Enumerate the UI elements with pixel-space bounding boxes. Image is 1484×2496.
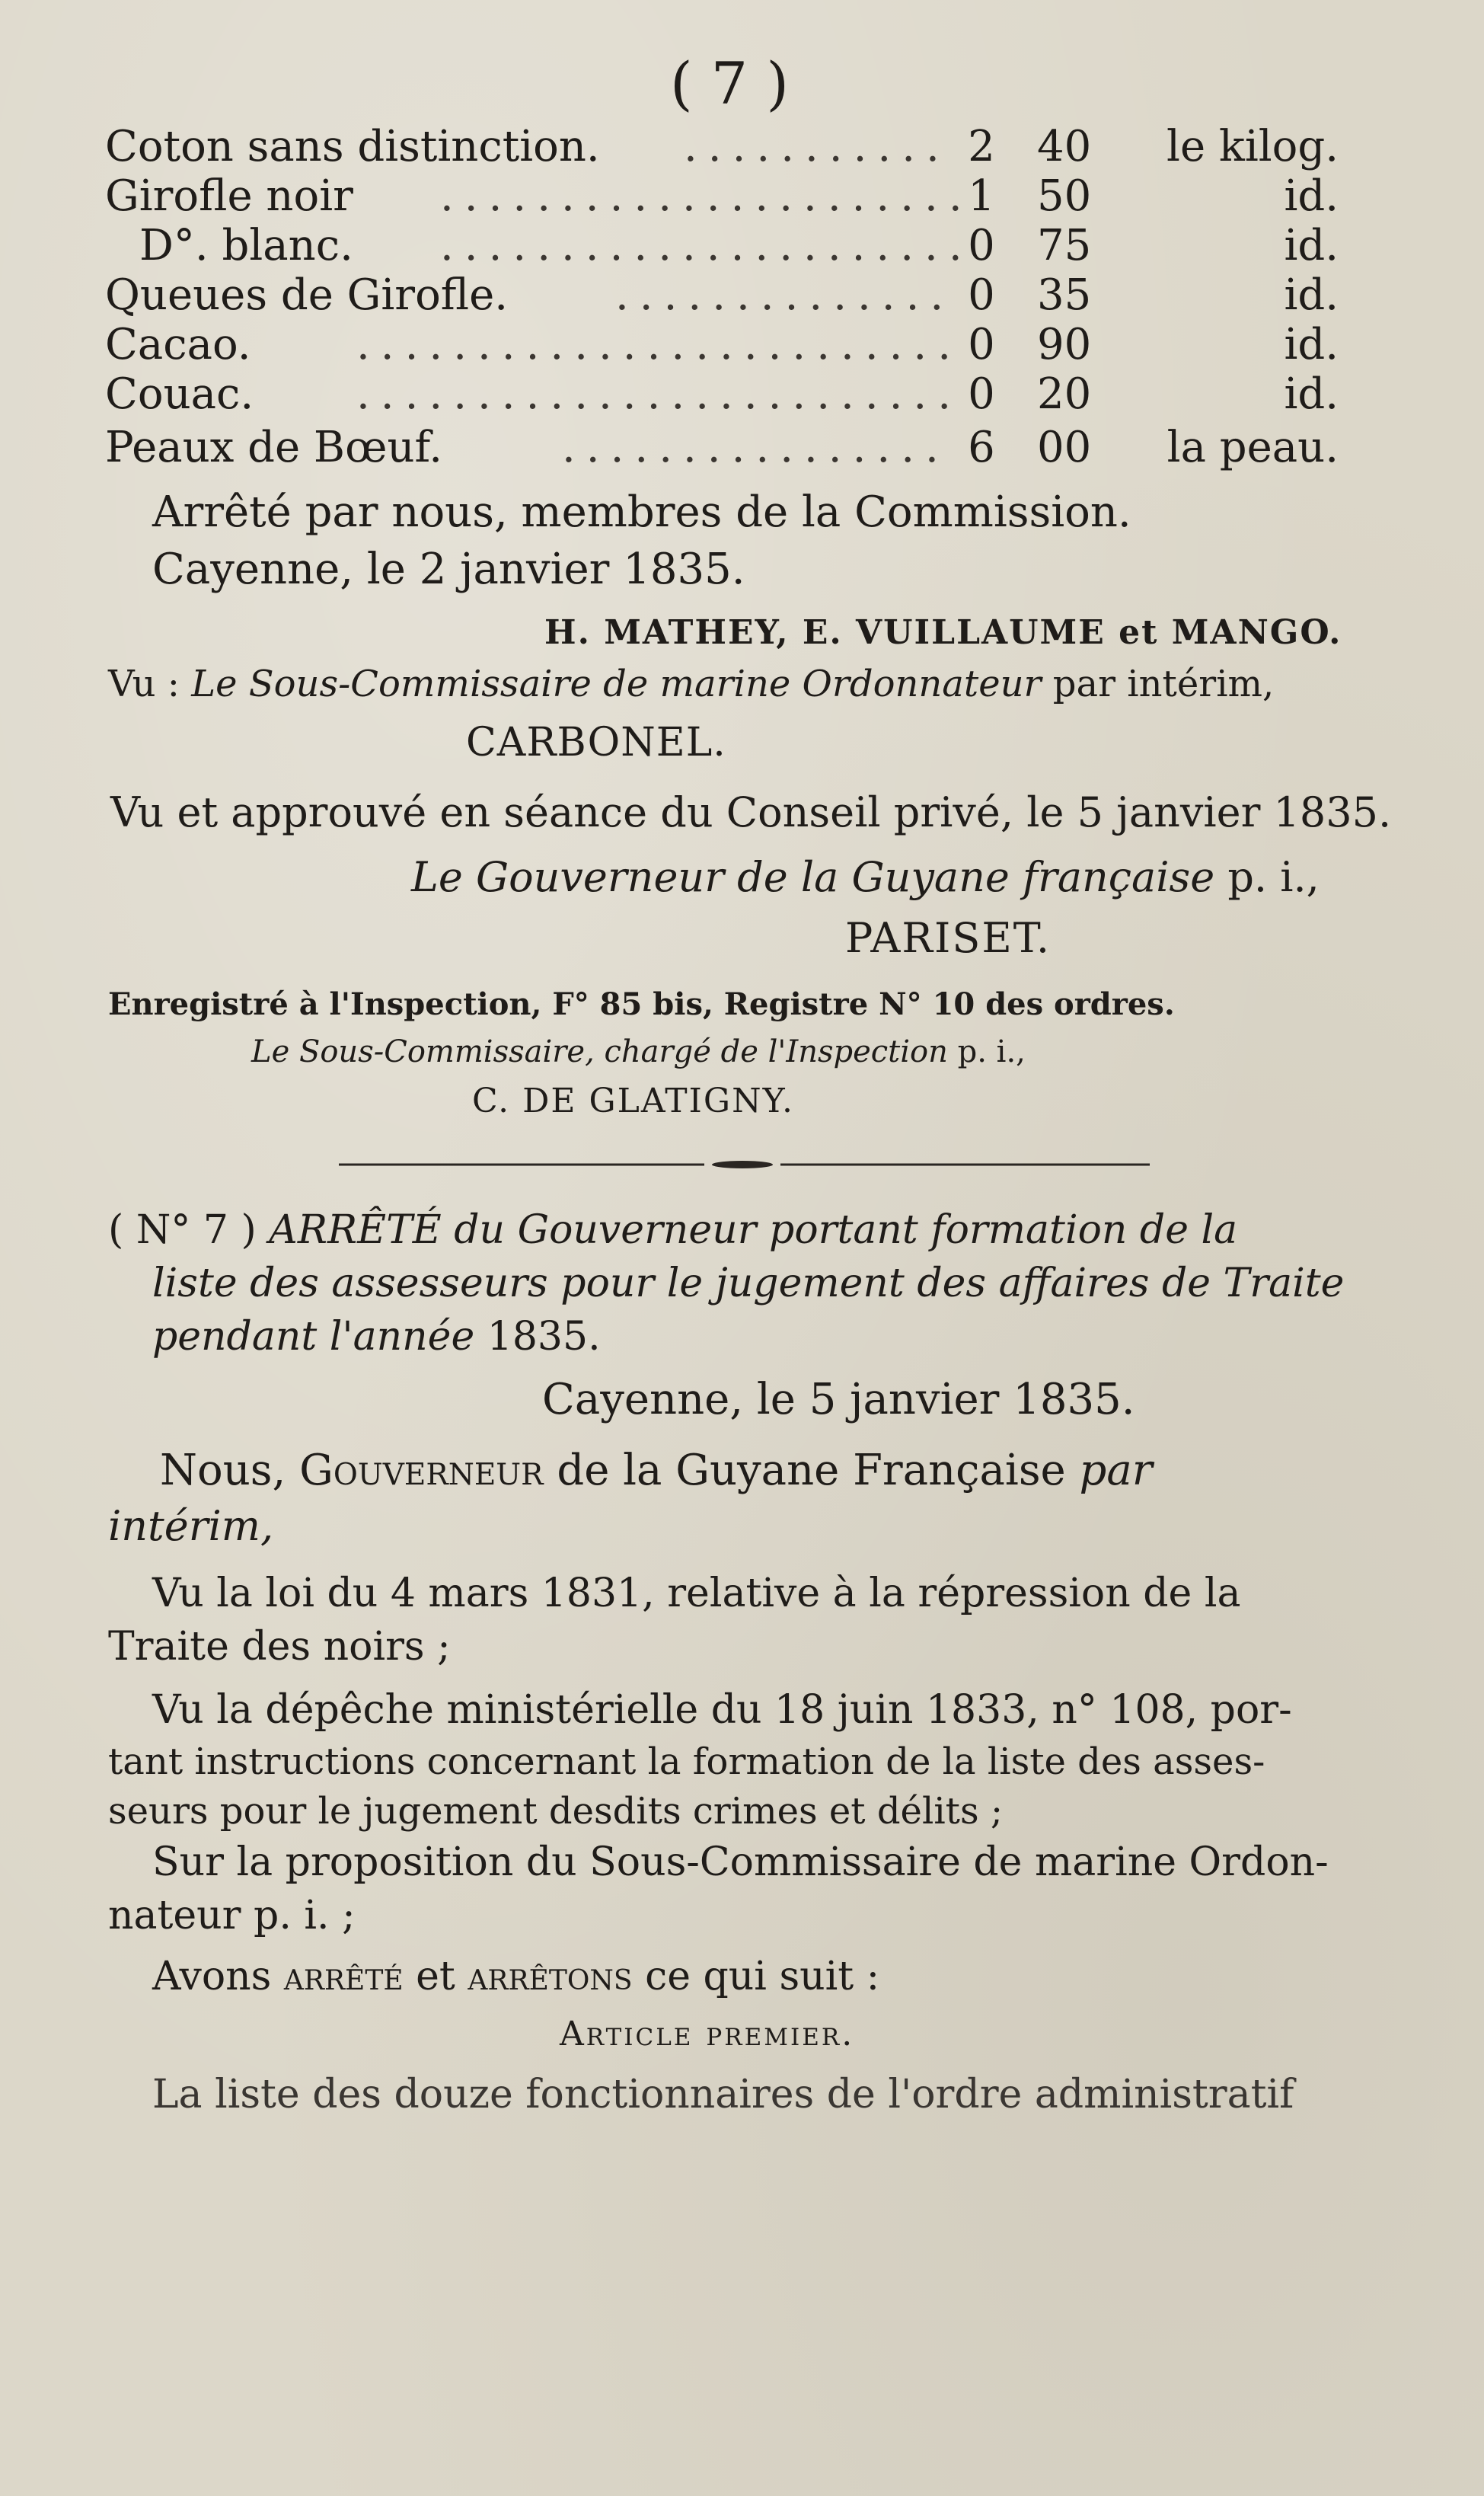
price-francs: 0 — [968, 270, 995, 320]
commission-members: H. MATHEY, E. VUILLAUME et MANGO. — [544, 613, 1342, 652]
article-heading: Article premier. — [560, 2015, 855, 2053]
approved-line: Vu et approuvé en séance du Conseil privé, le 5 janvier 1835. — [110, 788, 1392, 836]
arrete-commission: Arrêté par nous, membres de la Commission. — [152, 487, 1131, 537]
governor-suffix: p. i., — [1227, 853, 1320, 901]
governor-title: Le Gouverneur de la Guyane française — [411, 853, 1215, 901]
signature-carbonel: CARBONEL. — [466, 720, 726, 765]
decree-number: ( N° 7 ) — [108, 1207, 257, 1253]
price-row — [105, 270, 1339, 319]
et-word: et — [416, 1954, 455, 1999]
price-row — [105, 122, 1339, 171]
price-francs: 0 — [968, 221, 995, 270]
page-number: ( 7 ) — [670, 50, 789, 117]
decree-heading-1: ARRÊTÉ du Gouverneur portant formation de la — [269, 1207, 1238, 1253]
vu-title: Le Sous-Commissaire de marine Ordonnateur — [191, 663, 1042, 705]
inspector-title: Le Sous-Commissaire, chargé de l'Inspection — [251, 1034, 948, 1069]
vu-depeche-2: tant instructions concernant la formation de la liste des asses- — [108, 1740, 1265, 1783]
signature-glatigny: C. DE GLATIGNY. — [472, 1082, 794, 1120]
decree-heading-3a: pendant l'année — [152, 1314, 475, 1360]
price-centimes: 40 — [1037, 122, 1092, 171]
leader-dots: ......................... — [356, 369, 962, 419]
price-row — [105, 320, 1339, 369]
leader-dots: ......................... — [356, 320, 962, 369]
nous-line-1 — [160, 1446, 1153, 1495]
avons-rest: ce qui suit : — [645, 1954, 880, 1999]
price-centimes: 20 — [1037, 369, 1092, 419]
vu-suffix: par intérim, — [1052, 663, 1275, 705]
avons-line — [152, 1954, 879, 1999]
price-unit: id. — [1284, 221, 1339, 270]
nous-par: par — [1079, 1446, 1153, 1495]
price-centimes: 90 — [1037, 320, 1092, 369]
leader-dots: ...................... — [440, 171, 973, 221]
leader-dots: ...................... — [440, 221, 973, 270]
cayenne-date-1: Cayenne, le 2 janvier 1835. — [152, 545, 745, 594]
price-row — [105, 221, 1339, 270]
vu-depeche-3: seurs pour le jugement desdits crimes et délits ; — [108, 1790, 1004, 1833]
item-name: Coton sans distinction. — [105, 122, 600, 171]
last-line: La liste des douze fonctionnaires de l'ordre administratif — [152, 2072, 1294, 2117]
vu-depeche-1: Vu la dépêche ministérielle du 18 juin 1833, n° 108, por- — [152, 1687, 1292, 1733]
arrete-word: arrêté — [283, 1954, 404, 1999]
item-name: Cacao. — [105, 320, 251, 369]
decree-heading-line-1 — [108, 1207, 1237, 1253]
nous-word: Nous, — [160, 1446, 286, 1495]
item-name: Girofle noir — [105, 171, 353, 221]
vu-prefix: Vu : — [108, 663, 180, 705]
item-name: Peaux de Bœuf. — [105, 423, 443, 472]
vu-loi-2: Traite des noirs ; — [108, 1624, 451, 1670]
leader-dots: ................ — [562, 423, 949, 472]
nous-line-2: intérim, — [108, 1502, 274, 1550]
leader-dots: ........... — [684, 122, 950, 171]
price-row — [105, 369, 1339, 418]
price-unit: id. — [1284, 171, 1339, 221]
vu-line — [108, 663, 1274, 705]
proposition-1: Sur la proposition du Sous-Commissaire de marine Ordon- — [152, 1839, 1329, 1885]
gouverneur-word: Gouverneur — [299, 1446, 544, 1495]
price-centimes: 50 — [1037, 171, 1092, 221]
decree-heading-2: liste des assesseurs pour le jugement des affaires de Traite — [152, 1261, 1345, 1306]
item-name: Couac. — [105, 369, 254, 419]
price-unit: id. — [1284, 369, 1339, 419]
decree-heading-3b: 1835. — [487, 1314, 601, 1360]
price-row — [105, 423, 1339, 471]
avons-word: Avons — [152, 1954, 272, 1999]
price-unit: id. — [1284, 320, 1339, 369]
price-centimes: 00 — [1037, 423, 1092, 472]
arretons-word: arrêtons — [468, 1954, 633, 1999]
ornamental-separator — [339, 1159, 1150, 1170]
price-francs: 0 — [968, 320, 995, 369]
item-name: Queues de Girofle. — [105, 270, 509, 320]
price-francs: 6 — [968, 423, 995, 472]
nous-guyane: de la Guyane Française — [557, 1446, 1066, 1495]
cayenne-date-2: Cayenne, le 5 janvier 1835. — [542, 1375, 1135, 1424]
price-unit: le kilog. — [1166, 122, 1339, 171]
item-name: D°. blanc. — [139, 221, 353, 270]
price-unit: id. — [1284, 270, 1339, 320]
vu-loi-1: Vu la loi du 4 mars 1831, relative à la répression de la — [152, 1571, 1241, 1616]
price-francs: 1 — [968, 171, 995, 221]
price-centimes: 35 — [1037, 270, 1092, 320]
leader-dots: .............. — [615, 270, 955, 320]
proposition-2: nateur p. i. ; — [108, 1893, 356, 1938]
price-row — [105, 171, 1339, 220]
price-francs: 0 — [968, 369, 995, 419]
price-unit: la peau. — [1166, 423, 1339, 472]
decree-heading-line-3 — [152, 1314, 601, 1360]
price-francs: 2 — [968, 122, 995, 171]
price-centimes: 75 — [1037, 221, 1092, 270]
governor-line — [411, 853, 1320, 901]
inspector-line — [251, 1034, 1026, 1069]
registration-line: Enregistré à l'Inspection, F° 85 bis, Registre N° 10 des ordres. — [108, 986, 1175, 1022]
inspector-suffix: p. i., — [957, 1034, 1026, 1069]
signature-pariset: PARISET. — [845, 914, 1052, 962]
